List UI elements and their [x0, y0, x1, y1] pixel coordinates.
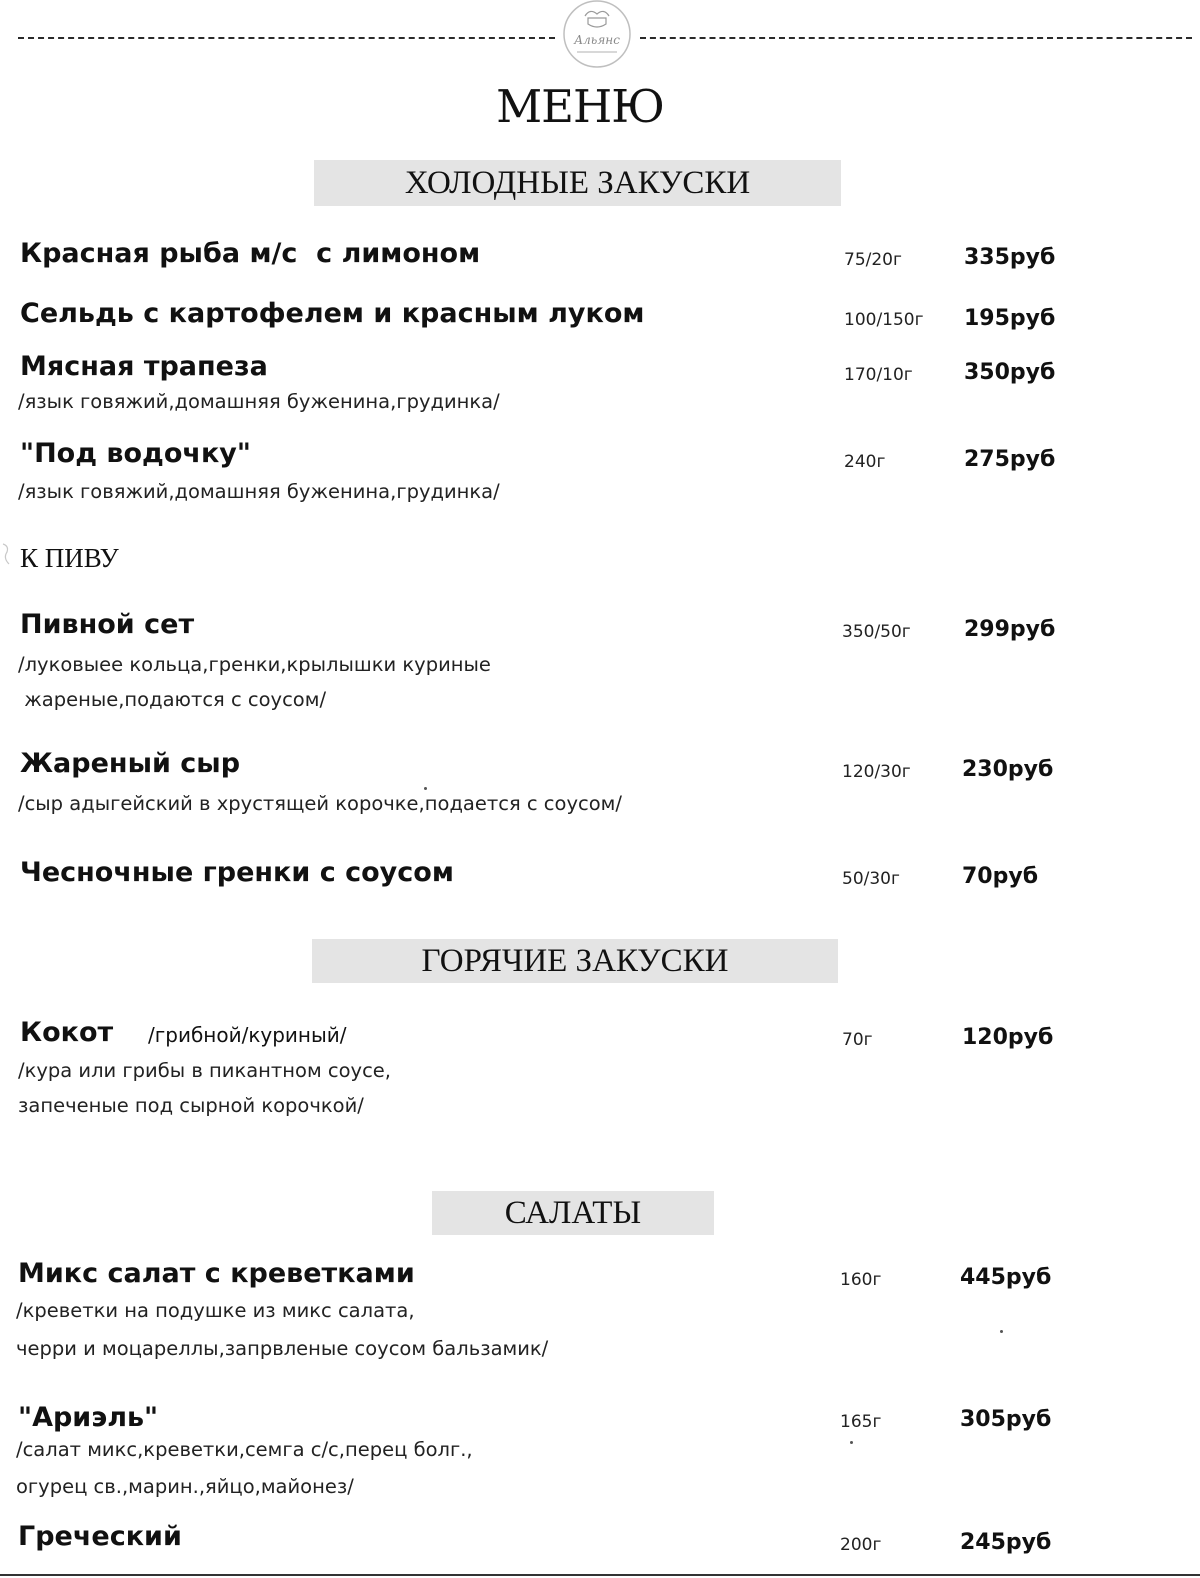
margin-scan-mark: [0, 540, 12, 568]
item-herring-name: Сельдь с картофелем и красным луком: [20, 298, 645, 329]
item-pod-vodochku-desc: /язык говяжий,домашняя буженина,грудинка/: [18, 480, 500, 503]
item-red-fish-price: 335руб: [964, 245, 1056, 270]
item-greek-name: Греческий: [18, 1521, 182, 1552]
header-dashed-rule-right: [640, 37, 1192, 39]
item-fried-cheese-weight: 120/30г: [842, 762, 911, 782]
item-mix-salad-weight: 160г: [840, 1270, 882, 1290]
section-hot-appetizers: ГОРЯЧИЕ ЗАКУСКИ: [312, 939, 838, 983]
item-kokot-weight: 70г: [842, 1030, 873, 1050]
item-meat-platter-price: 350руб: [964, 360, 1056, 385]
item-meat-platter-weight: 170/10г: [844, 365, 913, 385]
section-salads: САЛАТЫ: [432, 1191, 714, 1235]
cafe-logo: [555, 0, 640, 70]
section-cold-appetizers: ХОЛОДНЫЕ ЗАКУСКИ: [314, 160, 841, 206]
item-beer-set-price: 299руб: [964, 617, 1056, 642]
item-pod-vodochku-name: "Под водочку": [20, 438, 251, 469]
item-kokot-price: 120руб: [962, 1025, 1054, 1050]
item-ariel-weight: 165г: [840, 1412, 882, 1432]
item-beer-set-desc-line1: /луковыее кольца,гренки,крылышки куриные: [18, 653, 491, 676]
item-kokot-desc-line1: /кура или грибы в пикантном соусе,: [18, 1059, 391, 1082]
item-mix-salad-price: 445руб: [960, 1265, 1052, 1290]
item-garlic-toasts-name: Чесночные гренки с соусом: [20, 857, 454, 888]
item-ariel-price: 305руб: [960, 1407, 1052, 1432]
item-red-fish-name: Красная рыба м/с с лимоном: [20, 238, 481, 269]
item-beer-set-weight: 350/50г: [842, 622, 911, 642]
item-ariel-desc-line1: /салат микс,креветки,семга с/с,перец болг.,: [16, 1438, 473, 1461]
item-mix-salad-name: Микс салат с креветками: [18, 1258, 415, 1289]
item-fried-cheese-price: 230руб: [962, 757, 1054, 782]
item-beer-set-name: Пивной сет: [20, 609, 195, 640]
item-meat-platter-desc: /язык говяжий,домашняя буженина,грудинка/: [18, 390, 500, 413]
item-red-fish-weight: 75/20г: [844, 250, 902, 270]
header-dashed-rule-left: [18, 37, 555, 39]
item-mix-salad-desc-line2: черри и моцареллы,запрвленые соусом бальзамик/: [16, 1337, 549, 1360]
item-garlic-toasts-price: 70руб: [962, 864, 1039, 889]
item-herring-weight: 100/150г: [844, 310, 924, 330]
item-meat-platter-name: Мясная трапеза: [20, 351, 268, 382]
item-garlic-toasts-weight: 50/30г: [842, 869, 900, 889]
item-pod-vodochku-price: 275руб: [964, 447, 1056, 472]
item-greek-weight: 200г: [840, 1535, 882, 1555]
item-herring-price: 195руб: [964, 306, 1056, 331]
menu-title: МЕНЮ: [496, 80, 664, 133]
section-beer-snacks: К ПИВУ: [20, 543, 119, 573]
item-kokot-note: /грибной/куриный/: [148, 1023, 347, 1047]
item-beer-set-desc-line2: жареные,подаются с соусом/: [18, 688, 327, 711]
item-mix-salad-desc-line1: /креветки на подушке из микс салата,: [16, 1299, 415, 1322]
item-fried-cheese-desc: /сыр адыгейский в хрустящей корочке,подается с соусом/: [18, 792, 622, 815]
scan-speck: [850, 1441, 853, 1444]
item-ariel-name: "Ариэль": [18, 1402, 159, 1433]
bottom-rule: [0, 1574, 1200, 1576]
item-pod-vodochku-weight: 240г: [844, 452, 886, 472]
svg-text:Альянс: Альянс: [574, 33, 620, 47]
item-fried-cheese-name: Жареный сыр: [20, 748, 241, 779]
item-greek-price: 245руб: [960, 1530, 1052, 1555]
scan-speck: [1000, 1330, 1003, 1333]
item-ariel-desc-line2: огурец св.,марин.,яйцо,майонез/: [16, 1475, 354, 1498]
item-kokot-desc-line2: запеченые под сырной корочкой/: [18, 1094, 364, 1117]
item-kokot-name: Кокот: [20, 1017, 114, 1048]
scan-speck: [424, 787, 427, 790]
